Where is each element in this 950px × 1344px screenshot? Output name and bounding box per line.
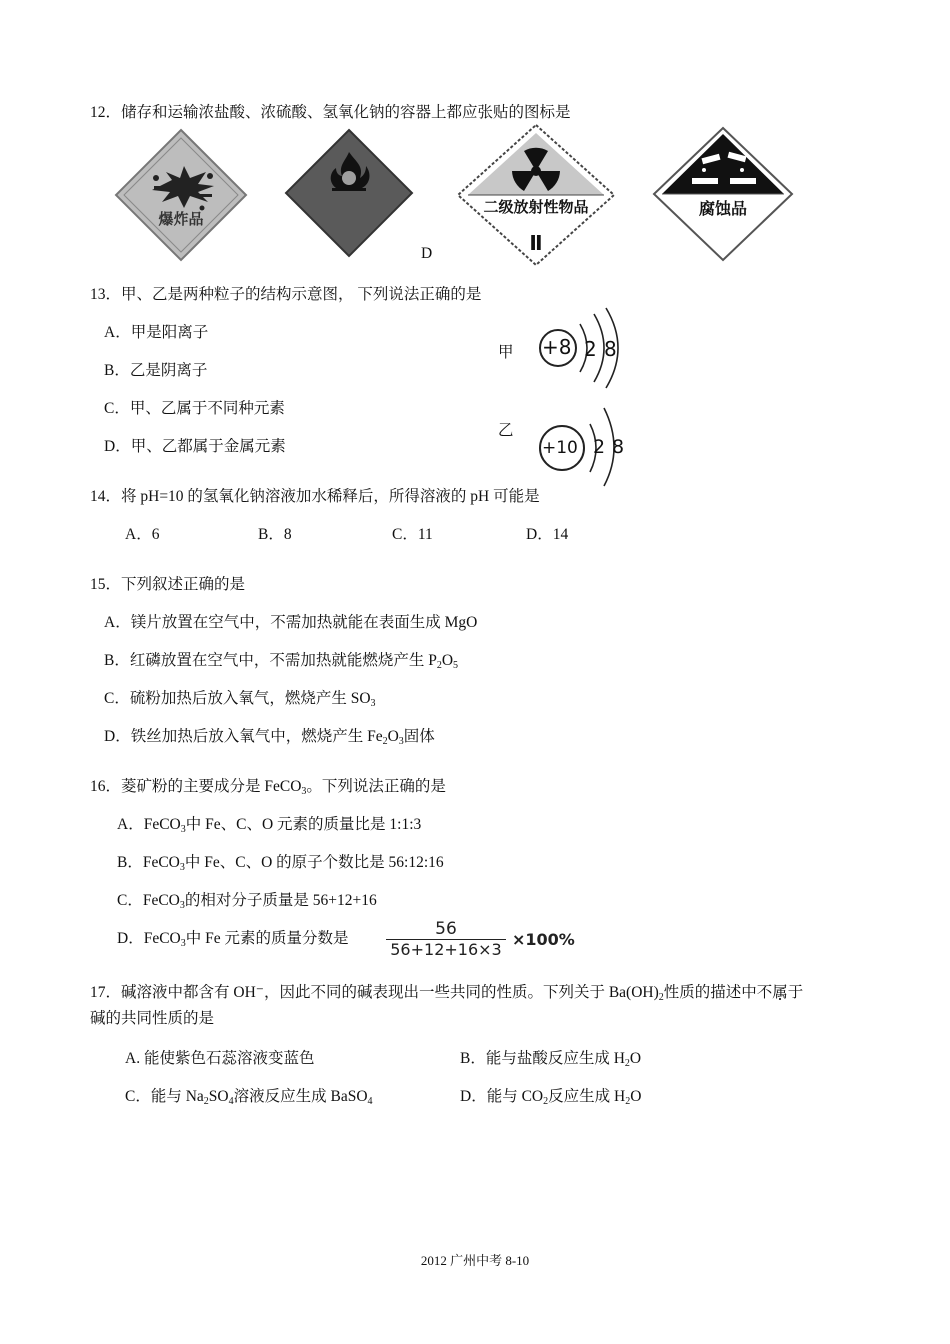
particle-a-shell-2: 8 <box>604 337 617 361</box>
q13-stem: 13．甲、乙是两种粒子的结构示意图， 下列说法正确的是 <box>90 286 482 303</box>
q16-option-c: C．FeCO$_3$的相对分子质量是 56+12+16 <box>117 892 377 911</box>
page-footer: 2012 广州中考 8-10 <box>420 1253 530 1268</box>
radioactive-sign <box>456 123 616 267</box>
sign-label-corrosive: 腐蚀品 <box>698 199 747 218</box>
particle-a-shell-1: 2 <box>584 337 597 361</box>
sign-label-radioactive: 二级放射性物品 <box>483 198 589 216</box>
particle-a-diagram <box>536 302 636 390</box>
explosion-icon <box>114 128 248 262</box>
particle-b-shell-2: 8 <box>612 436 625 458</box>
particle-b-nucleus: +10 <box>542 438 578 458</box>
q17-option-a: A. 能使紫色石蕊溶液变蓝色 <box>125 1050 315 1067</box>
q15-stem: 15．下列叙述正确的是 <box>90 576 246 593</box>
q16-stem: 16．菱矿粉的主要成分是 FeCO$_3$。下列说法正确的是 <box>90 778 446 797</box>
q13-option-a: A．甲是阳离子 <box>104 324 209 341</box>
q14-option-b: B．8 <box>258 526 292 543</box>
q17-emphasis: 不属于 <box>756 984 804 1001</box>
q17-option-c: C．能与 $Na_2SO_4$溶液反应生成 BaSO$_4$ <box>125 1088 373 1107</box>
corrosive-sign <box>652 126 794 262</box>
particle-a-nucleus: +8 <box>542 335 572 359</box>
particle-b-name: 乙 <box>498 422 514 439</box>
corrosive-icon <box>652 126 794 262</box>
q13-option-c: C．甲、乙属于不同种元素 <box>104 400 285 417</box>
q14-option-c: C．11 <box>392 526 433 543</box>
fraction-denominator: 56+12+16×3 <box>390 940 502 959</box>
particle-b-shell-1: 2 <box>593 436 606 458</box>
flame-icon <box>284 128 414 258</box>
q15-option-c: C．硫粉加热后放入氧气，燃烧产生 $SO_3$ <box>104 690 376 709</box>
flammable-sign <box>284 128 414 258</box>
q14-stem: 14．将 pH=10 的氢氧化钠溶液加水稀释后，所得溶液的 pH 可能是 <box>90 488 540 505</box>
q15-option-d: D．铁丝加热后放入氧气中，燃烧产生 $Fe_2O_3$固体 <box>104 728 435 747</box>
q13-option-d: D．甲、乙都属于金属元素 <box>104 438 286 455</box>
explosive-sign <box>114 128 248 262</box>
q12-answer-letter: D <box>421 245 433 262</box>
sign-sublabel-radioactive: Ⅱ <box>529 231 543 255</box>
q15-option-b: B．红磷放置在空气中，不需加热就能燃烧产生 $P_2O_5$ <box>104 652 459 671</box>
particle-b-diagram <box>536 402 632 488</box>
q16-option-a: A．FeCO$_3$中 Fe、C、O 元素的质量比是 1:1:3 <box>117 816 422 835</box>
q16-option-b: B．FeCO$_3$中 Fe、C、O 的原子个数比是 56:12:16 <box>117 854 444 873</box>
q17-option-b: B．能与盐酸反应生成 $H_2O$ <box>460 1050 642 1069</box>
q13-option-b: B．乙是阴离子 <box>104 362 208 379</box>
q17-stem-line1: 17．碱溶液中都含有 OH⁻，因此不同的碱表现出一些共同的性质。下列关于 $Ba(OH)_2$性质的描述中不属于 <box>90 980 803 1002</box>
q17-option-d: D．能与 $CO_2$反应生成 $H_2O$ <box>460 1088 642 1107</box>
q12-stem: 12．储存和运输浓盐酸、浓硫酸、氢氧化钠的容器上都应张贴的图标是 <box>90 104 571 121</box>
particle-a-name: 甲 <box>498 344 514 361</box>
q16-option-d: D．FeCO$_3$中 Fe 元素的质量分数是 <box>117 930 349 949</box>
q17-stem-line2: 碱的共同性质的是 <box>90 1010 215 1027</box>
fraction-suffix: ×100% <box>512 930 575 949</box>
sign-label-explosive: 爆炸品 <box>158 210 204 228</box>
q15-option-a: A．镁片放置在空气中，不需加热就能在表面生成 MgO <box>104 614 478 631</box>
q14-option-d: D．14 <box>526 526 569 543</box>
mass-fraction-formula <box>386 920 506 959</box>
fraction-numerator: 56 <box>435 919 457 939</box>
q14-option-a: A．6 <box>125 526 160 543</box>
